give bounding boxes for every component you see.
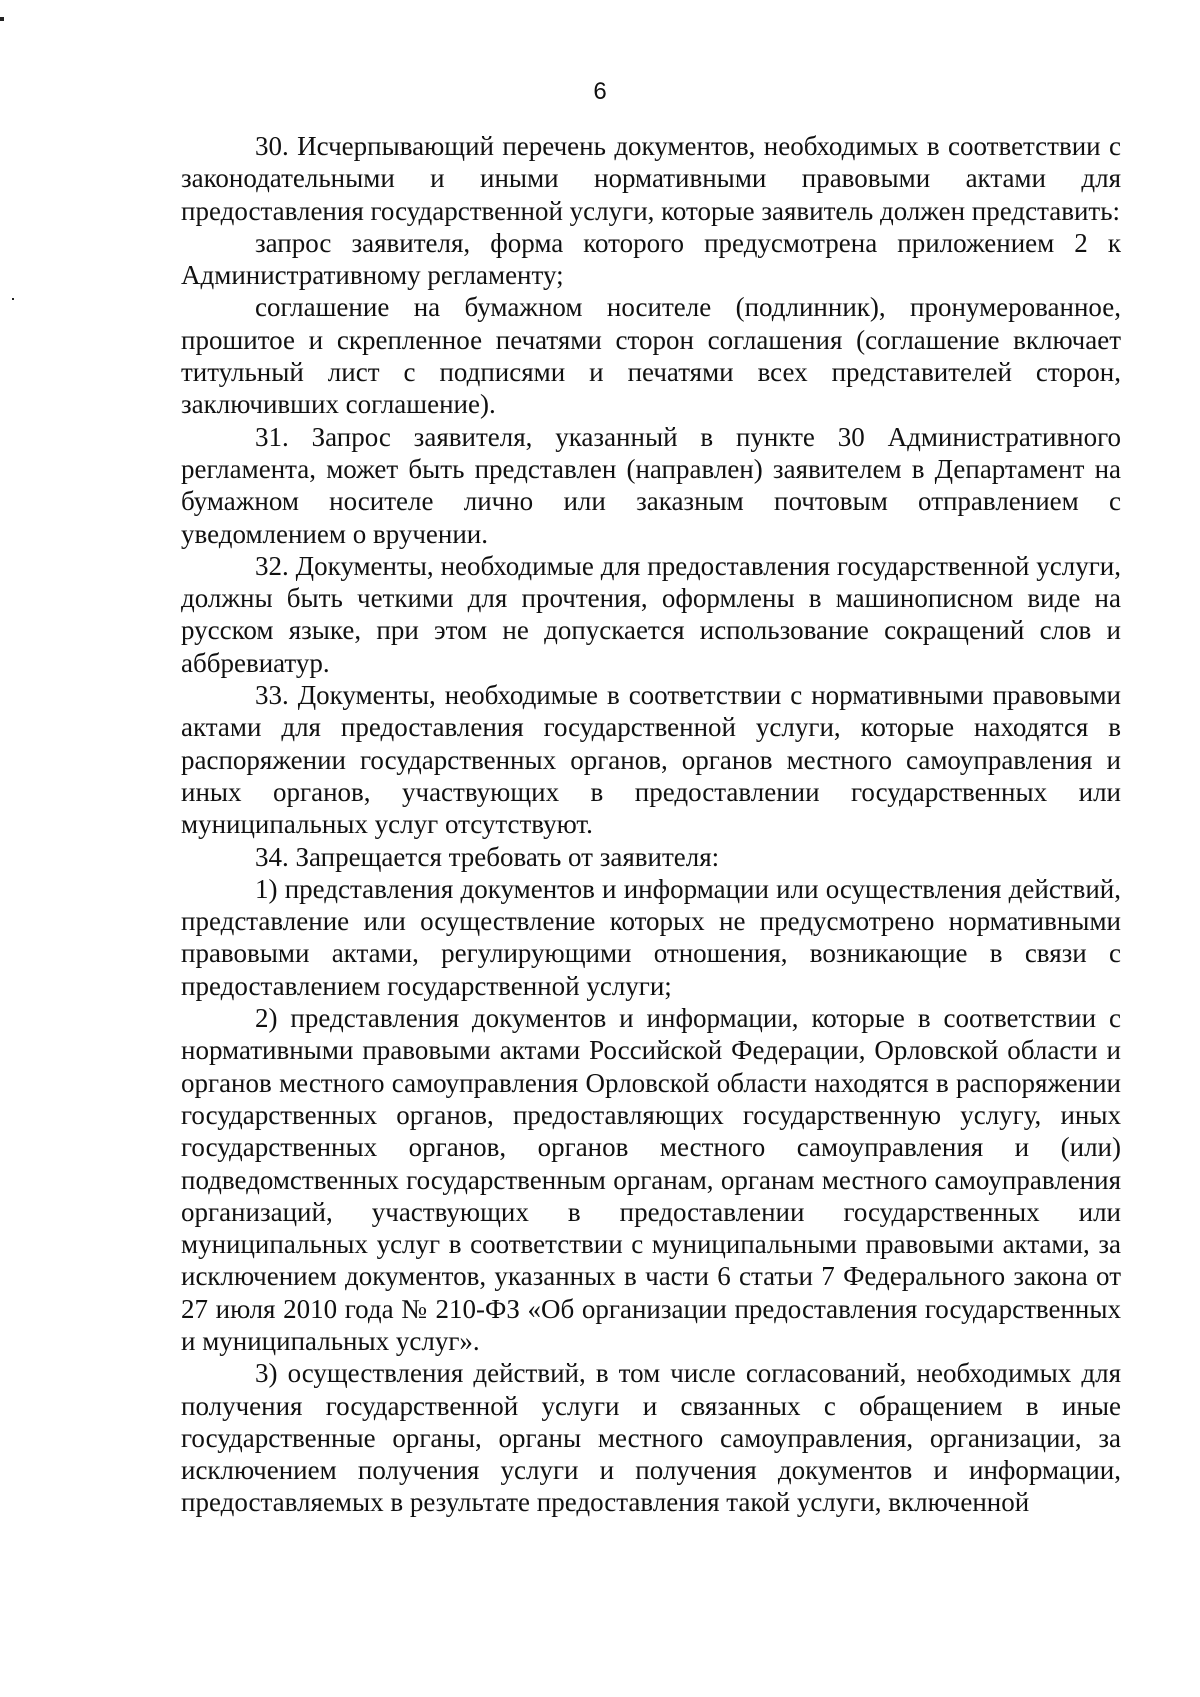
paragraph-30: 30. Исчерпывающий перечень документов, необходимых в соответствии с законодательными и иными нормативными правовыми актами для предоставления государственной услуги, которые заявитель должен представить: bbox=[181, 131, 1121, 226]
paragraph-34: 34. Запрещается требовать от заявителя: bbox=[255, 841, 720, 872]
paragraph-30-item-request: запрос заявителя, форма которого предусмотрена приложением 2 к Административному регламенту; bbox=[181, 227, 1121, 291]
paragraph-32: 32. Документы, необходимые для предоставления государственной услуги, должны быть четкими для прочтения, оформлены в машинописном виде на русском языке, при этом не допускается использование сокращений слов и аббревиатур. bbox=[181, 550, 1121, 678]
paragraph-34-item-1: 1) представления документов и информации или осуществления действий, представление или осуществление которых не предусмотрено нормативными правовыми актами, регулирующими отношения, возникающие в связи с предоставлением государственной услуги; bbox=[181, 873, 1121, 1001]
scan-mark bbox=[12, 298, 14, 300]
page-number: 6 bbox=[593, 78, 607, 105]
paragraph-30-item-agreement: соглашение на бумажном носителе (подлинник), пронумерованное, прошитое и скрепленное печатями сторон соглашения (соглашение включает титульный лист с подписями и печатями всех представителей сторон, заключивших соглашение). bbox=[181, 292, 1121, 420]
document-body bbox=[181, 130, 1121, 1519]
paragraph-34-item-3: 3) осуществления действий, в том числе согласований, необходимых для получения государственной услуги и связанных с обращением в иные государственные органы, органы местного самоуправления, организации, за исключением получения услуги и получения документов и информации, предоставляемых в результате предоставления такой услуги, включенной bbox=[181, 1358, 1121, 1518]
paragraph-33: 33. Документы, необходимые в соответствии с нормативными правовыми актами для предоставления государственной услуги, которые находятся в распоряжении государственных органов, органов местного самоуправления и иных органов, участвующих в предоставлении государственных или муниципальных услуг отсутствуют. bbox=[181, 680, 1121, 840]
scan-mark bbox=[0, 17, 4, 21]
paragraph-31: 31. Запрос заявителя, указанный в пункте 30 Административного регламента, может быть представлен (направлен) заявителем в Департамент на бумажном носителе лично или заказным почтовым отправлением с уведомлением о вручении. bbox=[181, 421, 1121, 549]
paragraph-34-item-2: 2) представления документов и информации, которые в соответствии с нормативными правовыми актами Российской Федерации, Орловской области и органов местного самоуправления Орловской области находятся в распоряжении государственных органов, предоставляющих государственную услугу, иных государственных органов, органов местного самоуправления и (или) подведомственных государственным органам, органам местного самоуправления организаций, участвующих в предоставлении государственных или муниципальных услуг в соответствии с муниципальными правовыми актами, за исключением документов, указанных в части 6 статьи 7 Федерального закона от 27 июля 2010 года № 210-ФЗ «Об организации предоставления государственных и муниципальных услуг». bbox=[181, 1003, 1121, 1356]
